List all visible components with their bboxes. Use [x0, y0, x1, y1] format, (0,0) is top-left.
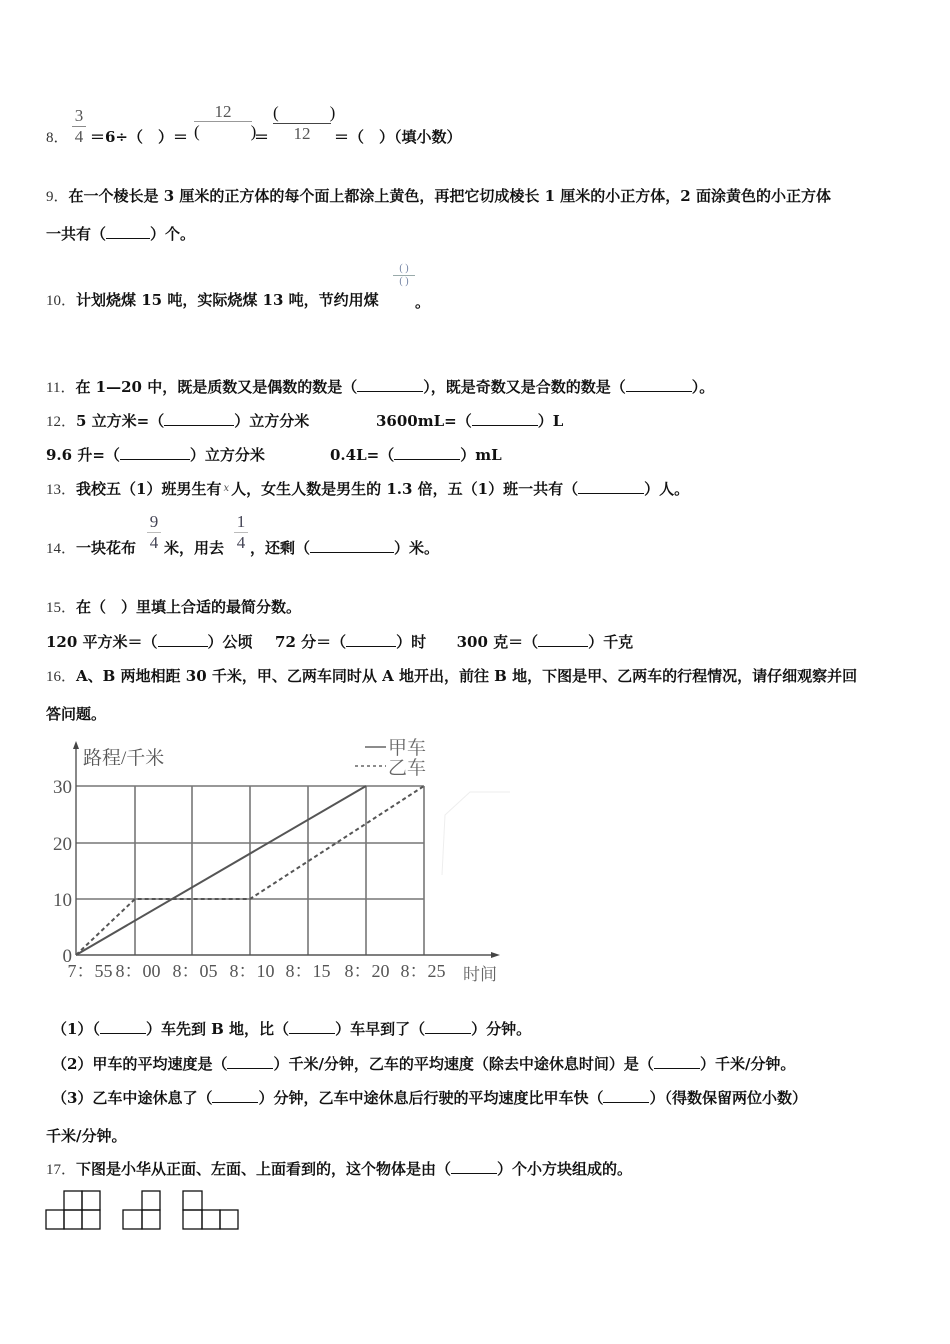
svg-text:20: 20 — [53, 834, 72, 855]
y-axis-label: 路程/千米 — [83, 748, 165, 769]
answer-blank[interactable] — [626, 377, 692, 392]
three-view-figures — [40, 1185, 250, 1235]
fraction-9-4: 9 4 — [147, 512, 161, 553]
svg-text:8：00: 8：00 — [115, 961, 161, 981]
q8-eq2: ＝ — [254, 128, 270, 146]
answer-blank[interactable] — [451, 1159, 497, 1174]
answer-blank[interactable] — [346, 632, 396, 647]
fraction-3-4: 3 4 — [72, 106, 86, 147]
question-12-d: 0.4L=（ ）mL — [330, 446, 502, 464]
question-12-c: 9.6 升=（ ）立方分米 — [46, 446, 265, 464]
answer-blank[interactable] — [654, 1054, 700, 1069]
answer-blank[interactable] — [538, 632, 588, 647]
chart-grid — [76, 786, 424, 955]
question-number: 8． — [46, 130, 69, 146]
answer-blank[interactable] — [578, 479, 644, 494]
answer-blank[interactable] — [158, 632, 208, 647]
left-view-figure — [123, 1191, 160, 1229]
q8-part1: ＝6÷（ ）＝ — [90, 128, 189, 146]
fraction-12-over-blank: 12 ( ) — [194, 102, 257, 141]
question-16-sub1: （1）（ ）车先到 B 地，比（ ）车早到了（ ）分钟。 — [52, 1020, 532, 1038]
fraction-1-4: 1 4 — [234, 512, 248, 553]
answer-blank[interactable] — [357, 377, 423, 392]
q14-t3: ，还剩（ ）米。 — [250, 539, 440, 557]
series-jia-line — [76, 786, 366, 955]
answer-blank[interactable] — [100, 1019, 146, 1034]
answer-blank[interactable] — [120, 445, 190, 460]
top-view-figure — [183, 1191, 238, 1229]
distance-time-chart — [40, 735, 520, 990]
x-axis-arrow-icon — [491, 952, 500, 958]
y-axis-arrow-icon — [73, 741, 79, 749]
answer-blank[interactable] — [425, 1019, 471, 1034]
svg-text:8：25: 8：25 — [400, 961, 446, 981]
svg-text:10: 10 — [53, 890, 72, 911]
answer-blank[interactable] — [394, 445, 460, 460]
variable-x: x — [223, 483, 230, 494]
svg-text:7：55: 7：55 — [67, 961, 113, 981]
answer-blank[interactable] — [212, 1088, 258, 1103]
x-tick-labels — [68, 961, 446, 981]
question-16-sub3: （3）乙车中途休息了（ ）分钟，乙车中途休息后行驶的平均速度比甲车快（ ）（得数保留两位小数） — [52, 1089, 807, 1107]
question-11: 11．在 1—20 中，既是质数又是偶数的数是（ ），既是奇数又是合数的数是（ ）。 — [46, 378, 715, 396]
svg-text:8：20: 8：20 — [344, 961, 390, 981]
question-14: 14．一块花布 — [46, 539, 137, 557]
q8-part3: ＝（ ）（填小数） — [334, 128, 462, 146]
chart-axes — [76, 745, 495, 955]
svg-text:0: 0 — [62, 946, 72, 967]
svg-text:甲车: 甲车 — [388, 738, 427, 759]
question-10: 10．计划烧煤 15 吨，实际烧煤 13 吨，节约用煤 — [46, 291, 379, 309]
question-12-b: 3600mL=（ ）L — [376, 412, 564, 430]
question-9-line2: 一共有（ ）个。 — [46, 225, 196, 243]
answer-blank[interactable] — [472, 411, 538, 426]
question-16-sub2: （2）甲车的平均速度是（ ）千米/分钟，乙车的平均速度（除去中途休息时间）是（ ）千米/分钟。 — [52, 1055, 796, 1073]
question-13: 13．我校五（1）班男生有 $^x$ 人，女生人数是男生的 1.3 倍，五（1）班一共有（ ）人。 — [46, 480, 690, 498]
fraction-blank-blank[interactable]: ( ) ( ) — [393, 263, 415, 288]
answer-blank[interactable] — [106, 224, 150, 239]
y-tick-labels — [53, 777, 72, 967]
question-8 — [46, 127, 69, 148]
svg-text:乙车: 乙车 — [388, 758, 427, 779]
question-16: 16．A、B 两地相距 30 千米，甲、乙两车同时从 A 地开出，前往 B 地，下图是甲、乙两车的行程情况，请仔细观察并回 — [46, 667, 858, 685]
q10-end: 。 — [415, 293, 431, 311]
front-view-figure — [46, 1191, 100, 1229]
svg-text:8：05: 8：05 — [172, 961, 218, 981]
fraction-blank-over-12: ( ) 12 — [273, 103, 336, 143]
question-12: 12．5 立方米=（ ）立方分米 — [46, 412, 310, 430]
question-15-items: 120 平方米＝（ ）公顷 72 分＝（ ）时 300 克＝（ ）千克 — [46, 633, 634, 651]
q14-t2: 米，用去 — [164, 539, 225, 557]
answer-blank[interactable] — [227, 1054, 273, 1069]
chart-legend — [355, 737, 426, 779]
question-16-line2: 答问题。 — [46, 705, 107, 723]
answer-blank[interactable] — [603, 1088, 649, 1103]
question-16-sub3-line2: 千米/分钟。 — [46, 1127, 127, 1145]
svg-text:8：15: 8：15 — [285, 961, 331, 981]
svg-text:8：10: 8：10 — [229, 961, 275, 981]
answer-blank[interactable] — [289, 1019, 335, 1034]
x-axis-label: 时间 — [463, 965, 497, 984]
question-17: 17．下图是小华从正面、左面、上面看到的，这个物体是由（ ）个小方块组成的。 — [46, 1160, 633, 1178]
svg-text:30: 30 — [53, 777, 72, 798]
answer-blank[interactable] — [310, 538, 394, 553]
question-15: 15．在（ ）里填上合适的最简分数。 — [46, 598, 302, 616]
answer-blank[interactable] — [164, 411, 234, 426]
question-9: 9．在一个棱长是 3 厘米的正方体的每个面上都涂上黄色，再把它切成棱长 1 厘米的小正方体，2 面涂黄色的小正方体 — [46, 187, 831, 205]
